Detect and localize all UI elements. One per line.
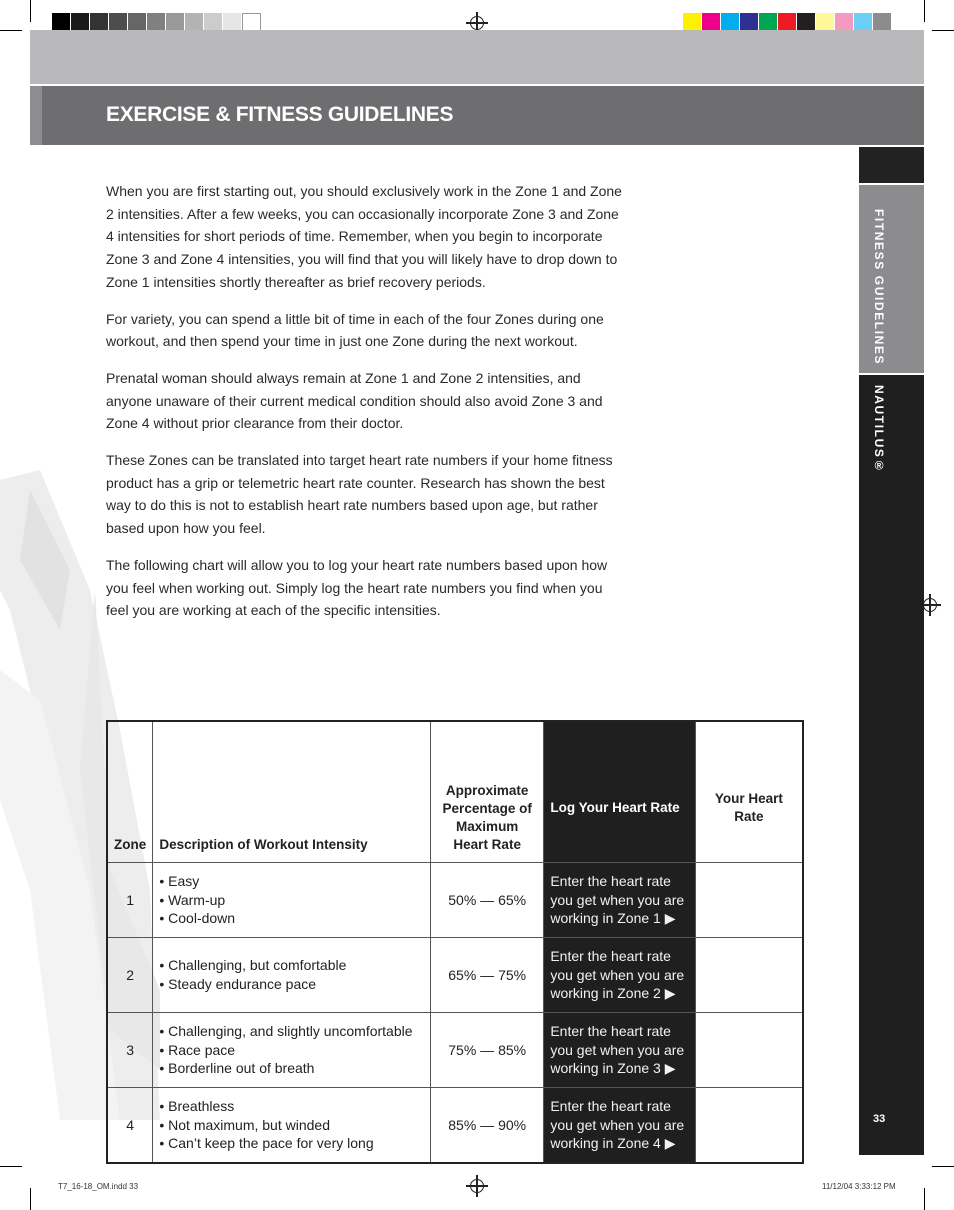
- header-percentage: Approximate Percentage of Maximum Heart Rate: [431, 721, 544, 863]
- registration-mark-icon: [470, 1179, 484, 1193]
- crop-mark: [0, 1166, 22, 1167]
- side-tab-fitness-guidelines: FITNESS GUIDELINES: [872, 209, 886, 366]
- description-bullet: • Easy: [159, 873, 200, 890]
- table-header-row: [107, 721, 803, 863]
- zone-number: 4: [107, 1088, 153, 1164]
- page-number: 33: [873, 1113, 886, 1125]
- max-heart-rate-percentage: 85% — 90%: [431, 1088, 544, 1164]
- header-your-heart-rate: Your Heart Rate: [695, 721, 803, 863]
- page-title: EXERCISE & FITNESS GUIDELINES: [106, 103, 454, 126]
- zone-number: 1: [107, 863, 153, 938]
- description-bullet: • Not maximum, but winded: [159, 1116, 330, 1133]
- description-bullet: • Cool-down: [159, 910, 236, 927]
- zone-description: [153, 863, 431, 938]
- body-copy: [106, 180, 626, 636]
- crop-mark: [932, 30, 954, 31]
- header-stripe: [30, 86, 42, 145]
- registration-mark-icon: [923, 598, 937, 612]
- crop-mark: [0, 30, 22, 31]
- side-tab-section: [859, 185, 924, 373]
- side-tab-nautilus: NAUTILUS®: [872, 385, 886, 475]
- log-instruction: Enter the heart rate you get when you are working in Zone 4 ▶: [544, 1088, 695, 1164]
- paragraph: The following chart will allow you to log your heart rate numbers based upon how you feel when working out. Simply log the heart rate numbers you find when you feel you are working at each of the specific intensities.: [106, 556, 608, 619]
- description-bullet: • Borderline out of breath: [159, 1060, 315, 1077]
- side-tab-cap: [859, 147, 924, 183]
- your-heart-rate-entry[interactable]: [695, 1088, 803, 1164]
- zone-description: [153, 1088, 431, 1164]
- table-row: [107, 1013, 803, 1088]
- log-instruction: Enter the heart rate you get when you are working in Zone 3 ▶: [544, 1013, 695, 1088]
- log-instruction: Enter the heart rate you get when you are working in Zone 1 ▶: [544, 863, 695, 938]
- crop-mark: [30, 1188, 31, 1210]
- header-top-band: [30, 30, 924, 84]
- crop-mark: [932, 1166, 954, 1167]
- description-bullet: • Challenging, and slightly uncomfortable: [159, 1023, 413, 1040]
- zone-description: [153, 938, 431, 1013]
- description-bullet: • Breathless: [159, 1098, 235, 1115]
- your-heart-rate-entry[interactable]: [695, 938, 803, 1013]
- description-bullet: • Race pace: [159, 1041, 236, 1058]
- side-tab-brand: [859, 375, 924, 1155]
- heart-rate-zone-table: [106, 720, 804, 1164]
- header-title-band: [30, 86, 924, 145]
- crop-mark: [924, 0, 925, 22]
- header-log-heart-rate: Log Your Heart Rate: [544, 721, 695, 863]
- log-instruction: Enter the heart rate you get when you are working in Zone 2 ▶: [544, 938, 695, 1013]
- paragraph: Prenatal woman should always remain at Zone 1 and Zone 2 intensities, and anyone unaware of their current medical condition should also avoid Zone 3 and Zone 4 without prior clearance from their doctor.: [106, 369, 603, 432]
- registration-mark-icon: [470, 16, 484, 30]
- max-heart-rate-percentage: 65% — 75%: [431, 938, 544, 1013]
- table-row: [107, 863, 803, 938]
- description-bullet: • Challenging, but comfortable: [159, 957, 347, 974]
- header-zone: Zone: [107, 721, 153, 863]
- your-heart-rate-entry[interactable]: [695, 863, 803, 938]
- description-bullet: • Can’t keep the pace for very long: [159, 1135, 374, 1152]
- paragraph: These Zones can be translated into target heart rate numbers if your home fitness product has a grip or telemetric heart rate counter. Research has shown the best way to do this is not to establish heart rate numbers based upon age, but rather based upon how you feel.: [106, 452, 613, 537]
- your-heart-rate-entry[interactable]: [695, 1013, 803, 1088]
- zone-number: 3: [107, 1013, 153, 1088]
- table-row: [107, 1088, 803, 1164]
- crop-mark: [924, 1188, 925, 1210]
- paragraph: When you are first starting out, you should exclusively work in the Zone 1 and Zone 2 intensities. After a few weeks, you can occasionally incorporate Zone 3 and Zone 4 intensities for short periods of time. Remember, when you begin to incorporate Zone 3 and Zone 4 intensities, you will find that you will likely have to drop down to Zone 1 intensities shortly thereafter as brief recovery periods.: [106, 183, 622, 290]
- max-heart-rate-percentage: 50% — 65%: [431, 863, 544, 938]
- description-bullet: • Warm-up: [159, 891, 226, 908]
- table-row: [107, 938, 803, 1013]
- file-slug: T7_16-18_OM.indd 33: [58, 1182, 139, 1191]
- crop-mark: [30, 0, 31, 22]
- header-description: Description of Workout Intensity: [153, 721, 431, 863]
- zone-description: [153, 1013, 431, 1088]
- paragraph: For variety, you can spend a little bit of time in each of the four Zones during one workout, and then spend your time in just one Zone during the next workout.: [106, 310, 604, 350]
- max-heart-rate-percentage: 75% — 85%: [431, 1013, 544, 1088]
- zone-number: 2: [107, 938, 153, 1013]
- date-slug: 11/12/04 3:33:12 PM: [822, 1182, 896, 1191]
- description-bullet: • Steady endurance pace: [159, 976, 317, 992]
